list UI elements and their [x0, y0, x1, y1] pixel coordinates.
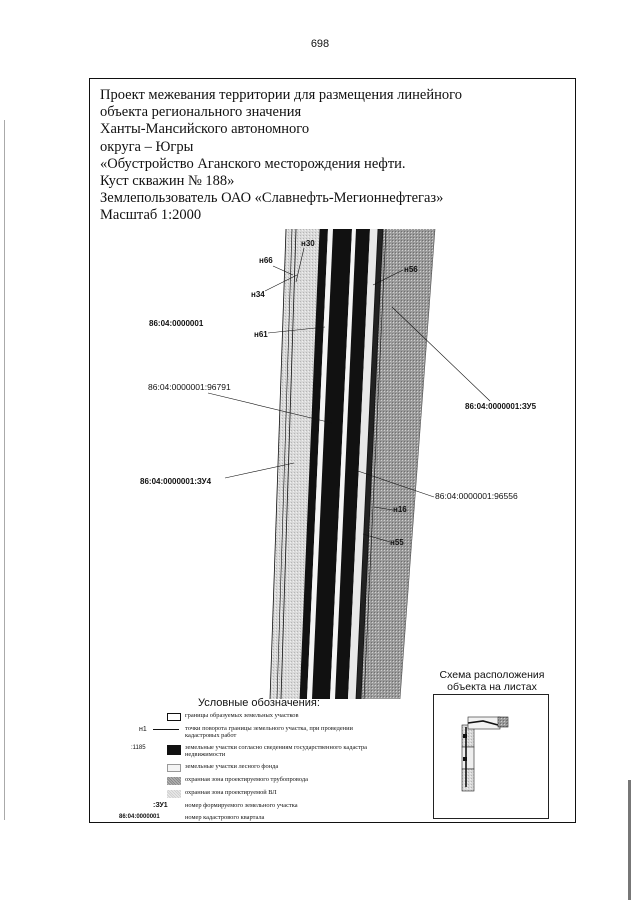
- title-line: Куст скважин № 188»: [100, 173, 235, 190]
- scan-edge: [628, 780, 631, 900]
- sheet-scheme-box: [433, 694, 549, 819]
- page-number: 698: [310, 38, 330, 50]
- legend-text: земельные участки согласно сведениям государственного кадастра недвижимости: [185, 744, 368, 758]
- title-line: Масштаб 1:2000: [100, 207, 202, 224]
- gkn-parcel-swatch: [167, 745, 181, 755]
- quarter-label: 86:04:0000001: [149, 319, 204, 328]
- legend-text: номер формируемого земельного участка: [185, 802, 298, 809]
- parcel-label: 86:04:0000001:ЗУ5: [465, 402, 537, 411]
- legend-item: [119, 814, 377, 823]
- point-label: н30: [301, 239, 315, 248]
- legend-text: номер кадастрового квартала: [185, 814, 265, 821]
- point-label: н61: [254, 330, 268, 339]
- boundary-swatch: [167, 713, 181, 721]
- legend-text: охранная зона проектируемого трубопровода: [185, 776, 308, 783]
- legend-item: [127, 744, 377, 760]
- legend-text: охранная зона проектируемой ВЛ: [185, 789, 277, 796]
- legend-key: :ЗУ1: [153, 802, 168, 809]
- point-label: н34: [251, 290, 265, 299]
- title-line: Проект межевания территории для размещения линейного: [100, 87, 462, 103]
- legend-key: н1: [139, 726, 147, 733]
- arrow-icon: [153, 729, 179, 730]
- vl-zone-swatch: [167, 790, 181, 798]
- title-line: Землепользователь ОАО «Славнефть-Мегионнефтегаз»: [100, 190, 444, 207]
- scheme-title: [432, 669, 552, 693]
- legend-item: [127, 763, 377, 774]
- legend-text: точки поворота границы земельного участка, при проведении кадастровых работ: [185, 725, 353, 739]
- corridor: [270, 229, 435, 699]
- forest-fund-swatch: [167, 764, 181, 772]
- parcel-label: 86:04:0000001:96791: [148, 382, 231, 392]
- parcel-label: 86:04:0000001:96556: [435, 491, 518, 501]
- scheme-title-line: объекта на листах: [447, 681, 537, 693]
- legend-item: [127, 776, 377, 787]
- legend-item: [127, 789, 377, 800]
- scan-edge: [4, 120, 5, 820]
- title-line: Ханты-Мансийского автономного: [100, 121, 310, 138]
- point-label: н16: [393, 505, 407, 514]
- point-label: н56: [404, 265, 418, 274]
- legend-item: [127, 802, 377, 813]
- title-line: округа – Югры: [100, 138, 194, 155]
- drawing-frame: [89, 78, 576, 823]
- legend-key: :1185: [131, 745, 146, 751]
- scheme-title-line: Схема расположения: [439, 669, 545, 681]
- legend-heading: Условные обозначения:: [198, 697, 320, 709]
- title-line: «Обустройство Аганского месторождения нефти.: [100, 155, 406, 172]
- legend-text: границы образуемых земельных участков: [185, 712, 299, 719]
- legend-item: [127, 712, 377, 723]
- point-label: н66: [259, 256, 273, 265]
- legend-key: 86:04:0000001: [119, 814, 160, 820]
- title-line: объекта регионального значения: [100, 104, 302, 121]
- parcel-label: 86:04:0000001:ЗУ4: [140, 477, 212, 486]
- legend-text: земельные участки лесного фонда: [185, 763, 279, 770]
- pipeline-zone-swatch: [167, 777, 181, 785]
- legend-item: [127, 725, 377, 741]
- point-label: н55: [390, 538, 404, 547]
